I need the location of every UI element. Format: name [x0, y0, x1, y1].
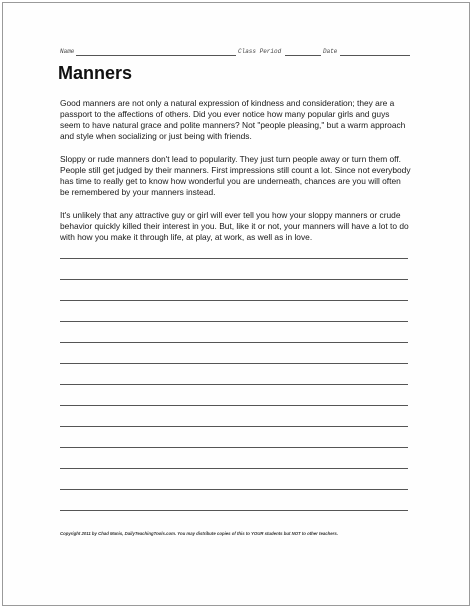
writing-line[interactable] [60, 489, 408, 490]
writing-line[interactable] [60, 279, 408, 280]
worksheet-page [2, 2, 470, 606]
writing-line[interactable] [60, 258, 408, 259]
writing-line[interactable] [60, 426, 408, 427]
name-field[interactable] [76, 55, 236, 56]
writing-line[interactable] [60, 321, 408, 322]
copyright-footer: Copyright 2011 by Chad Manis, DailyTeachingTools.com. You may distribute copies of this to YOUR students but NOT to other teachers. [60, 531, 338, 536]
page-title: Manners [58, 63, 133, 83]
writing-line[interactable] [60, 405, 408, 406]
writing-line[interactable] [60, 384, 408, 385]
writing-line[interactable] [60, 447, 408, 448]
student-info-header [60, 46, 412, 60]
writing-line[interactable] [60, 468, 408, 469]
paragraph-1: Good manners are not only a natural expression of kindness and consideration; they are a passport to the affections of others. Did you ever notice how many popular girls and guys seem to have natural grace and polite manners? Not "people pleasing," but a warm approach and style when socializing or just being with friends. [60, 98, 406, 141]
name-label: Name [60, 48, 75, 55]
paragraph-3: It's unlikely that any attractive guy or girl will ever tell you how your sloppy manners or crude behavior quickly killed their interest in you. But, like it or not, your manners will have a lot to do with how you make it through life, at play, at work, as well as in love. [60, 210, 409, 242]
class-period-label: Class Period [238, 48, 282, 55]
date-label: Date [323, 48, 338, 55]
class-period-field[interactable] [285, 55, 321, 56]
writing-line[interactable] [60, 363, 408, 364]
paragraph-2: Sloppy or rude manners don't lead to popularity. They just turn people away or turn them off. People still get judged by their manners. First impressions still count a lot. Since not everybody has time to really get to know how wonderful you are underneath, chances are you will often be remembered by your manners instead. [60, 154, 411, 197]
writing-line[interactable] [60, 342, 408, 343]
writing-line[interactable] [60, 300, 408, 301]
date-field[interactable] [340, 55, 410, 56]
writing-line[interactable] [60, 510, 408, 511]
